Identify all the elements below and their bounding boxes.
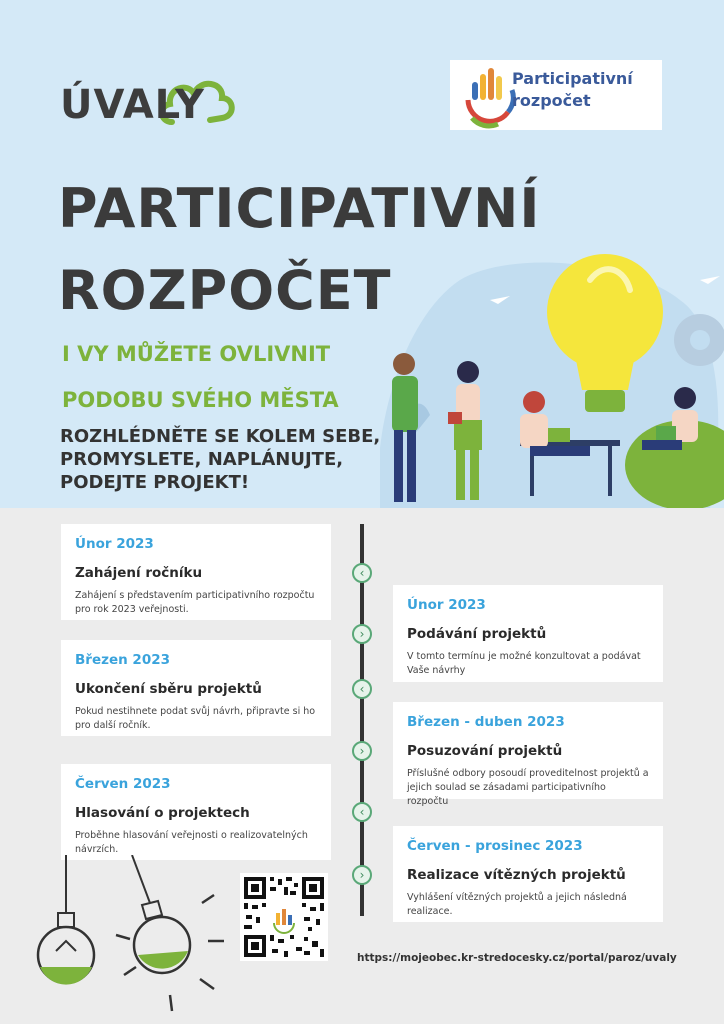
call-line2: PROMYSLETE, NAPLÁNUJTE, — [60, 449, 344, 470]
project-url-link[interactable]: https://mojeobec.kr-stredocesky.cz/portal/paroz/uvaly — [357, 952, 677, 964]
card-text: Příslušné odbory posoudí proveditelnost projektů a jejich soulad se zásadami participativního rozpočtu — [407, 768, 649, 807]
call-line3: PODEJTE PROJEKT! — [60, 472, 250, 493]
card-date: Únor 2023 — [407, 597, 486, 613]
timeline-card-4 — [393, 702, 663, 807]
card-title: Posuzování projektů — [407, 743, 563, 759]
card-date: Červen 2023 — [75, 776, 171, 792]
hanging-lightbulbs-illustration — [20, 855, 230, 1024]
timeline-card-6 — [393, 826, 663, 922]
card-text: Proběhne hlasování veřejnosti o realizovatelných návrzích. — [75, 830, 308, 855]
timeline-card-5 — [61, 764, 331, 860]
timeline-node-chevron-right-icon: › — [352, 624, 372, 644]
timeline-card-3 — [61, 640, 331, 736]
qr-code[interactable] — [240, 873, 328, 961]
card-title: Realizace vítězných projektů — [407, 867, 626, 883]
subtitle-line1: I VY MŮŽETE OVLIVNIT — [62, 342, 331, 366]
call-to-action — [60, 425, 390, 494]
card-title: Podávání projektů — [407, 626, 547, 642]
card-title: Hlasování o projektech — [75, 805, 250, 821]
program-logo-line2: rozpočet — [512, 91, 591, 110]
card-text: Pokud nestihnete podat svůj návrh, připravte si ho pro další ročník. — [75, 706, 316, 731]
card-title: Zahájení ročníku — [75, 565, 203, 581]
uvaly-logo-text: ÚVALY — [60, 82, 205, 128]
timeline-card-1 — [61, 524, 331, 620]
participativni-rozpocet-logo — [450, 60, 662, 130]
timeline-node-chevron-left-icon: ‹ — [352, 563, 372, 583]
call-line1: ROZHLÉDNĚTE SE KOLEM SEBE, — [60, 426, 381, 447]
uvaly-logo — [60, 58, 240, 138]
card-text: Vyhlášení vítězných projektů a jejich následná realizace. — [407, 892, 627, 917]
card-date: Únor 2023 — [75, 536, 154, 552]
card-title: Ukončení sběru projektů — [75, 681, 262, 697]
timeline-node-chevron-right-icon: › — [352, 865, 372, 885]
hero-section — [0, 0, 724, 508]
subtitle-line2: PODOBU SVÉHO MĚSTA — [62, 388, 339, 412]
card-date: Březen - duben 2023 — [407, 714, 565, 730]
card-text: Zahájení s představením participativního rozpočtu pro rok 2023 veřejnosti. — [75, 590, 315, 615]
timeline-card-2 — [393, 585, 663, 682]
hands-icon — [458, 60, 518, 130]
title-line1: PARTICIPATIVNÍ — [58, 177, 541, 240]
card-date: Červen - prosinec 2023 — [407, 838, 583, 854]
timeline-node-chevron-left-icon: ‹ — [352, 802, 372, 822]
program-logo-text — [512, 68, 662, 112]
program-logo-line1: Participativní — [512, 69, 633, 88]
card-text: V tomto termínu je možné konzultovat a podávat Vaše návrhy — [407, 651, 641, 676]
timeline-node-chevron-left-icon: ‹ — [352, 679, 372, 699]
people-lightbulb-illustration — [380, 240, 724, 508]
timeline-node-chevron-right-icon: › — [352, 741, 372, 761]
title-line2: ROZPOČET — [58, 259, 392, 322]
card-date: Březen 2023 — [75, 652, 171, 668]
